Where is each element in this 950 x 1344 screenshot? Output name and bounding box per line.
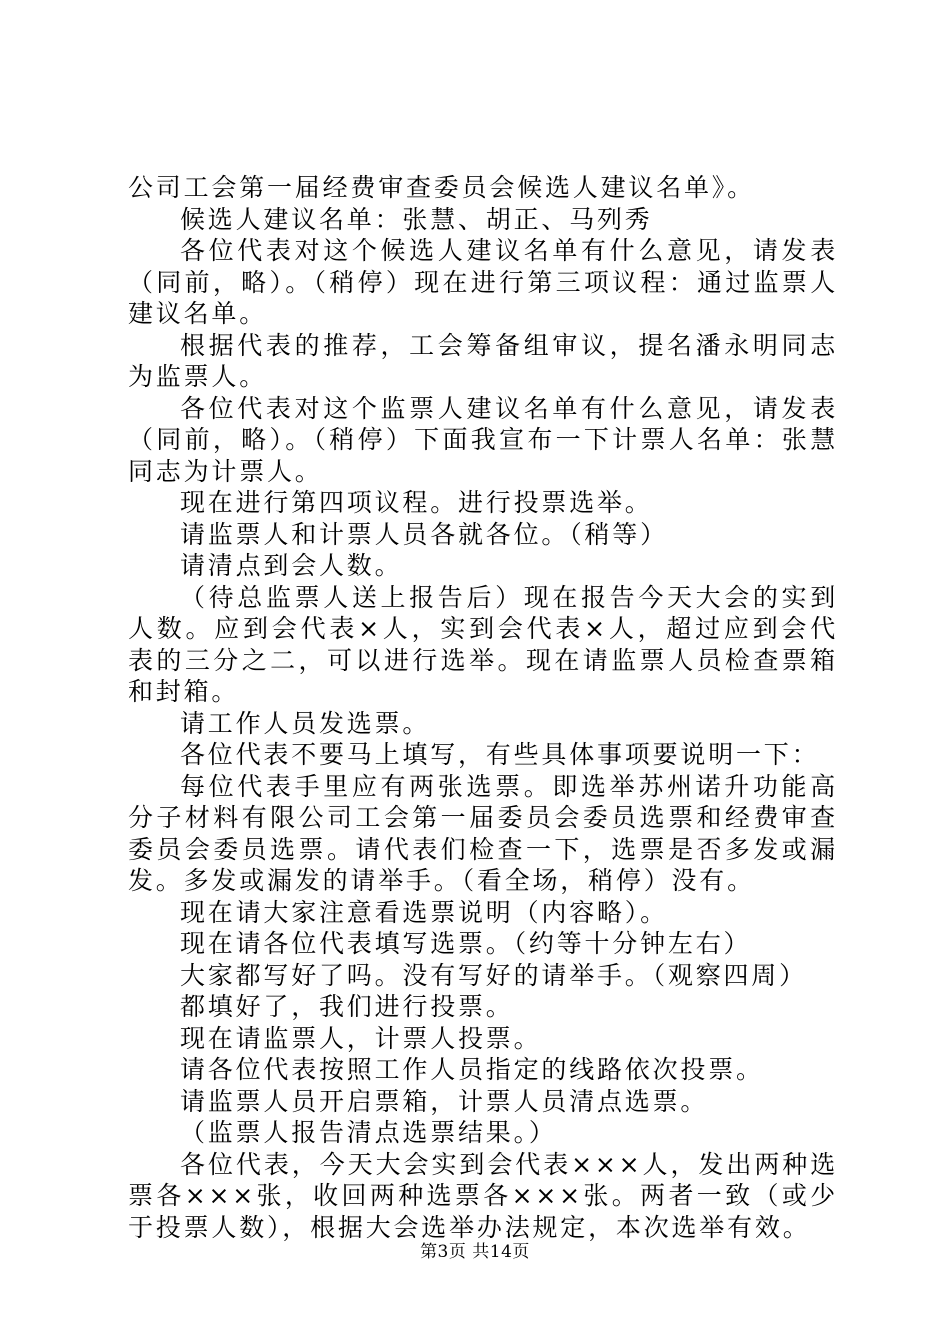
- paragraph: 请清点到会人数。: [180, 551, 403, 580]
- paragraph: 各位代表，今天大会实到会代表×××人，发出两种选票各×××张，收回两种选票各×××张。两者一致（或少于投票人数），根据大会选举办法规定，本次选举有效。: [128, 1149, 838, 1242]
- paragraph: 各位代表对这个监票人建议名单有什么意见，请发表（同前，略）。（稍停）下面我宣布一下计票人名单：张慧同志为计票人。: [128, 393, 838, 486]
- paragraph: 请各位代表按照工作人员指定的线路依次投票。: [180, 1055, 764, 1084]
- paragraph: 每位代表手里应有两张选票。即选举苏州诺升功能高分子材料有限公司工会第一届委员会委员选票和经费审查委员会委员选票。请代表们检查一下，选票是否多发或漏发。多发或漏发的请举手。（看全场，稍停）没有。: [128, 771, 838, 895]
- paragraph: 请监票人和计票人员各就各位。（稍等）: [180, 519, 668, 549]
- paragraph: （待总监票人送上报告后）现在报告今天大会的实到人数。应到会代表×人，实到会代表×人，超过应到会代表的三分之二，可以进行选举。现在请监票人员检查票箱和封箱。: [128, 582, 838, 706]
- paragraph: 候选人建议名单：张慧、胡正、马列秀: [180, 204, 653, 234]
- paragraph: 公司工会第一届经费审查委员会候选人建议名单》。: [128, 173, 755, 202]
- paragraph: 根据代表的推荐，工会筹备组审议，提名潘永明同志为监票人。: [128, 330, 838, 391]
- document-body: [128, 172, 838, 1243]
- paragraph: 大家都写好了吗。没有写好的请举手。（观察四周）: [180, 960, 807, 990]
- paragraph: 各位代表对这个候选人建议名单有什么意见，请发表（同前，略）。（稍停）现在进行第三项议程：通过监票人建议名单。: [128, 236, 838, 328]
- paragraph: （监票人报告清点选票结果。）: [180, 1118, 557, 1147]
- paragraph: 都填好了，我们进行投票。: [180, 992, 514, 1021]
- paragraph: 现在进行第四项议程。进行投票选举。: [180, 488, 653, 517]
- paragraph: 现在请各位代表填写选票。（约等十分钟左右）: [180, 929, 752, 958]
- paragraph: 请监票人员开启票箱，计票人员清点选票。: [180, 1086, 709, 1116]
- paragraph: 现在请大家注意看选票说明（内容略）。: [180, 897, 668, 927]
- paragraph: 各位代表不要马上填写，有些具体事项要说明一下：: [180, 740, 820, 769]
- paragraph: 请工作人员发选票。: [180, 708, 431, 738]
- paragraph: 现在请监票人，计票人投票。: [180, 1023, 542, 1053]
- page-number-footer: 第3页 共14页: [420, 1242, 530, 1262]
